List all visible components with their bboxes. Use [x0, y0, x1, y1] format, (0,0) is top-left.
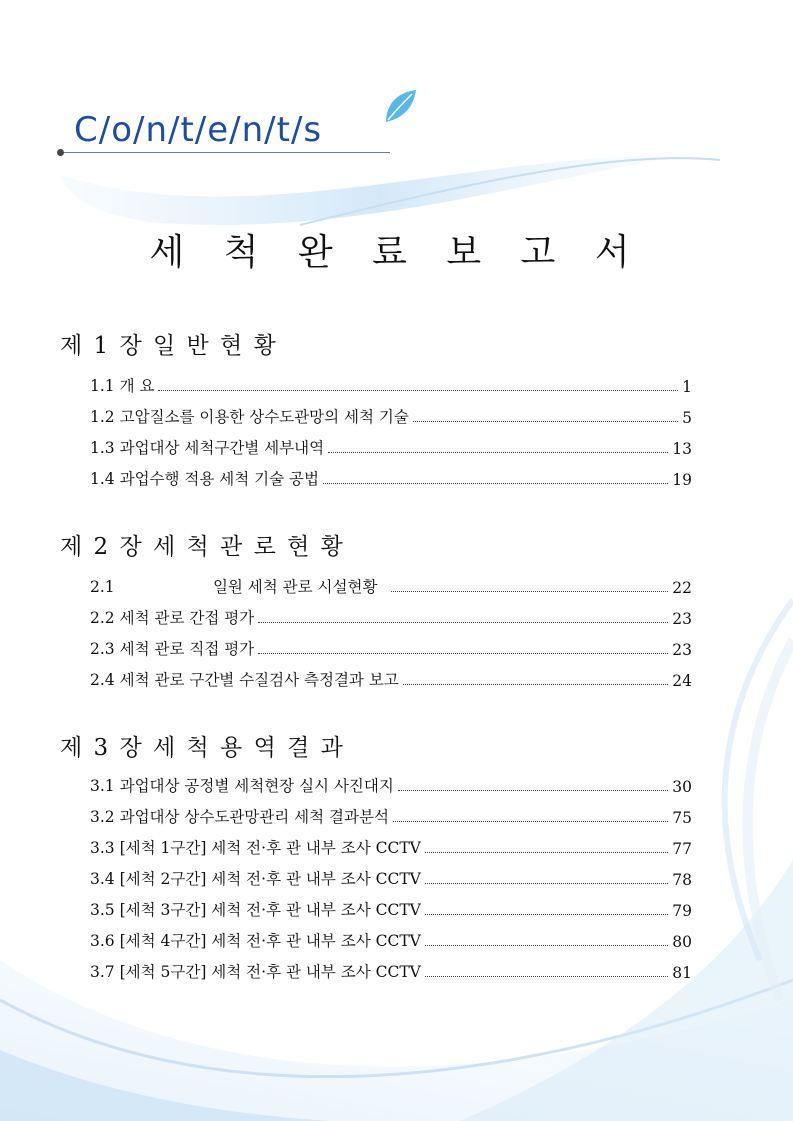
toc-entry[interactable] — [90, 805, 692, 827]
entry-text: [세척 5구간] 세척 전·후 관 내부 조사 CCTV — [119, 963, 421, 981]
dot-leader — [425, 945, 668, 946]
entry-page: 75 — [672, 809, 692, 827]
toc-entry[interactable] — [90, 405, 692, 427]
dot-leader — [323, 483, 668, 484]
entry-number: 2.1 — [90, 578, 115, 596]
dot-leader — [425, 852, 668, 853]
dot-leader — [258, 622, 668, 623]
logo-underline — [60, 152, 390, 153]
toc-entry[interactable] — [90, 668, 692, 690]
chapter-1-heading: 제 1 장 일 반 현 황 — [60, 333, 278, 359]
entry-number: 3.2 — [90, 808, 115, 826]
entry-page: 80 — [672, 933, 692, 951]
dot-leader — [403, 684, 668, 685]
entry-number: 2.4 — [90, 671, 115, 689]
dot-leader — [391, 591, 668, 592]
entry-number: 3.6 — [90, 932, 115, 950]
chapter-3-heading: 제 3 장 세 척 용 역 결 과 — [60, 735, 345, 761]
dot-leader — [398, 790, 668, 791]
chapter-2-heading: 제 2 장 세 척 관 로 현 황 — [60, 534, 345, 560]
dot-leader — [258, 653, 668, 654]
entry-number: 1.2 — [90, 408, 115, 426]
toc-entry[interactable] — [90, 606, 692, 628]
entry-page: 78 — [672, 871, 692, 889]
entry-text: 과업대상 상수도관망관리 세척 결과분석 — [119, 808, 389, 826]
dot-leader — [328, 452, 668, 453]
entry-text: 과업수행 적용 세척 기술 공법 — [119, 470, 319, 488]
dot-leader — [425, 914, 668, 915]
entry-text: 세척 관로 간접 평가 — [119, 609, 255, 627]
entry-number: 1.1 — [90, 377, 115, 395]
toc-entry[interactable] — [90, 374, 692, 396]
entry-page: 30 — [672, 778, 692, 796]
dot-leader — [158, 390, 678, 391]
dot-leader — [413, 421, 678, 422]
toc-entry[interactable] — [90, 898, 692, 920]
entry-text: 과업대상 공정별 세척현장 실시 사진대지 — [119, 777, 394, 795]
entry-number: 3.3 — [90, 839, 115, 857]
entry-text: 세척 관로 구간별 수질검사 측정결과 보고 — [119, 671, 399, 689]
logo-dot — [57, 149, 64, 156]
entry-number: 1.4 — [90, 470, 115, 488]
entry-number: 3.5 — [90, 901, 115, 919]
entry-text: [세척 3구간] 세척 전·후 관 내부 조사 CCTV — [119, 901, 421, 919]
dot-leader — [425, 883, 668, 884]
entry-page: 23 — [672, 641, 692, 659]
entry-number: 3.4 — [90, 870, 115, 888]
entry-page: 19 — [672, 471, 692, 489]
entry-page: 24 — [672, 672, 692, 690]
entry-text: [세척 2구간] 세척 전·후 관 내부 조사 CCTV — [119, 870, 421, 888]
toc-entry[interactable] — [90, 836, 692, 858]
toc-entry[interactable] — [90, 960, 692, 982]
toc-entry[interactable] — [90, 774, 692, 796]
toc-entry[interactable] — [90, 929, 692, 951]
toc-entry[interactable] — [90, 867, 692, 889]
entry-page: 1 — [682, 378, 692, 396]
entry-text: [세척 1구간] 세척 전·후 관 내부 조사 CCTV — [119, 839, 421, 857]
entry-number: 1.3 — [90, 439, 115, 457]
entry-page: 23 — [672, 610, 692, 628]
entry-page: 13 — [672, 440, 692, 458]
toc-entry[interactable] — [90, 575, 692, 597]
toc-entry[interactable] — [90, 637, 692, 659]
entry-text: 고압질소를 이용한 상수도관망의 세척 기술 — [119, 408, 409, 426]
dot-leader — [393, 821, 668, 822]
entry-text: 개 요 — [119, 377, 155, 395]
entry-number: 3.1 — [90, 777, 115, 795]
entry-number: 2.3 — [90, 640, 115, 658]
contents-logo: C/o/n/t/e/n/t/s — [74, 110, 323, 150]
entry-text: 과업대상 세척구간별 세부내역 — [119, 439, 325, 457]
entry-page: 81 — [672, 964, 692, 982]
dot-leader — [425, 976, 668, 977]
entry-page: 77 — [672, 840, 692, 858]
entry-page: 5 — [682, 409, 692, 427]
toc-entry[interactable] — [90, 436, 692, 458]
report-title: 세 척 완 료 보 고 서 — [149, 232, 644, 273]
entry-page: 22 — [672, 579, 692, 597]
entry-page: 79 — [672, 902, 692, 920]
entry-number: 3.7 — [90, 963, 115, 981]
entry-number: 2.2 — [90, 609, 115, 627]
leaf-icon — [380, 86, 420, 126]
entry-text: 일원 세척 관로 시설현황 — [212, 578, 378, 596]
entry-text: [세척 4구간] 세척 전·후 관 내부 조사 CCTV — [119, 932, 421, 950]
entry-text: 세척 관로 직접 평가 — [119, 640, 255, 658]
toc-entry[interactable] — [90, 467, 692, 489]
